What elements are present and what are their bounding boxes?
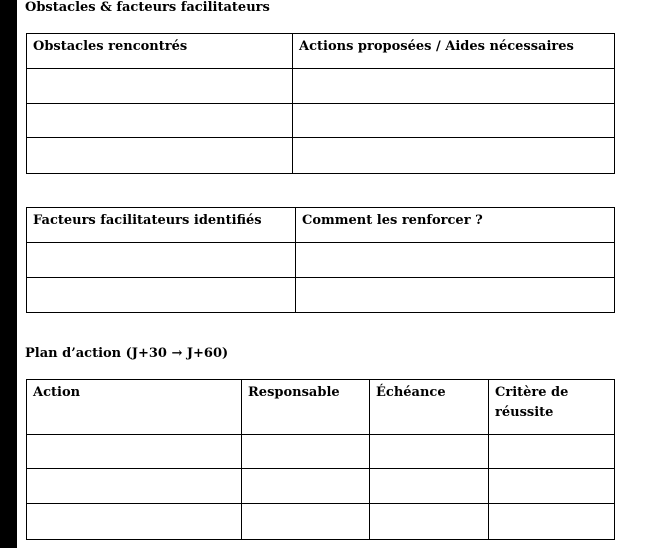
table-header-row bbox=[27, 34, 615, 69]
header-reinforce: Comment les renforcer ? bbox=[296, 208, 615, 243]
table-cell-action-2[interactable] bbox=[293, 104, 615, 138]
table-cell-responsible[interactable] bbox=[242, 435, 370, 469]
obstacles-table bbox=[26, 33, 615, 174]
header-action: Action bbox=[27, 380, 242, 435]
header-responsible: Responsable bbox=[242, 380, 370, 435]
header-success-criteria: Critère de réussite bbox=[489, 380, 615, 435]
table-cell-facilitator-1[interactable] bbox=[27, 243, 296, 278]
table-cell-obstacle-2[interactable] bbox=[27, 104, 293, 138]
table-cell-deadline[interactable] bbox=[370, 435, 489, 469]
table-header-row bbox=[27, 208, 615, 243]
table-cell-action[interactable] bbox=[27, 469, 242, 504]
table-row bbox=[27, 504, 615, 540]
section-title-action-plan: Plan d’action (J+30 → J+60) bbox=[25, 346, 229, 361]
table-cell-reinforce-1[interactable] bbox=[296, 243, 615, 278]
table-cell-responsible[interactable] bbox=[242, 469, 370, 504]
table-cell-criteria[interactable] bbox=[489, 469, 615, 504]
header-facilitators: Facteurs facilitateurs identifiés bbox=[27, 208, 296, 243]
header-actions: Actions proposées / Aides nécessaires bbox=[293, 34, 615, 69]
table-row bbox=[27, 104, 615, 138]
table-row bbox=[27, 69, 615, 104]
table-cell-action-3[interactable] bbox=[293, 138, 615, 174]
left-border-bar bbox=[0, 0, 17, 548]
table-row bbox=[27, 435, 615, 469]
table-cell-criteria[interactable] bbox=[489, 504, 615, 540]
table-cell-action[interactable] bbox=[27, 435, 242, 469]
table-cell-reinforce-2[interactable] bbox=[296, 278, 615, 313]
table-cell-criteria[interactable] bbox=[489, 435, 615, 469]
table-cell-responsible[interactable] bbox=[242, 504, 370, 540]
table-cell-action[interactable] bbox=[27, 504, 242, 540]
header-deadline: Échéance bbox=[370, 380, 489, 435]
section-title-obstacles: Obstacles & facteurs facilitateurs bbox=[25, 0, 270, 15]
table-cell-facilitator-2[interactable] bbox=[27, 278, 296, 313]
table-header-row bbox=[27, 380, 615, 435]
facilitators-table bbox=[26, 207, 615, 313]
table-row bbox=[27, 138, 615, 174]
table-cell-deadline[interactable] bbox=[370, 504, 489, 540]
table-cell-action-1[interactable] bbox=[293, 69, 615, 104]
table-row bbox=[27, 243, 615, 278]
header-obstacles: Obstacles rencontrés bbox=[27, 34, 293, 69]
action-plan-table bbox=[26, 379, 615, 540]
table-row bbox=[27, 469, 615, 504]
table-cell-deadline[interactable] bbox=[370, 469, 489, 504]
table-row bbox=[27, 278, 615, 313]
table-cell-obstacle-3[interactable] bbox=[27, 138, 293, 174]
table-cell-obstacle-1[interactable] bbox=[27, 69, 293, 104]
